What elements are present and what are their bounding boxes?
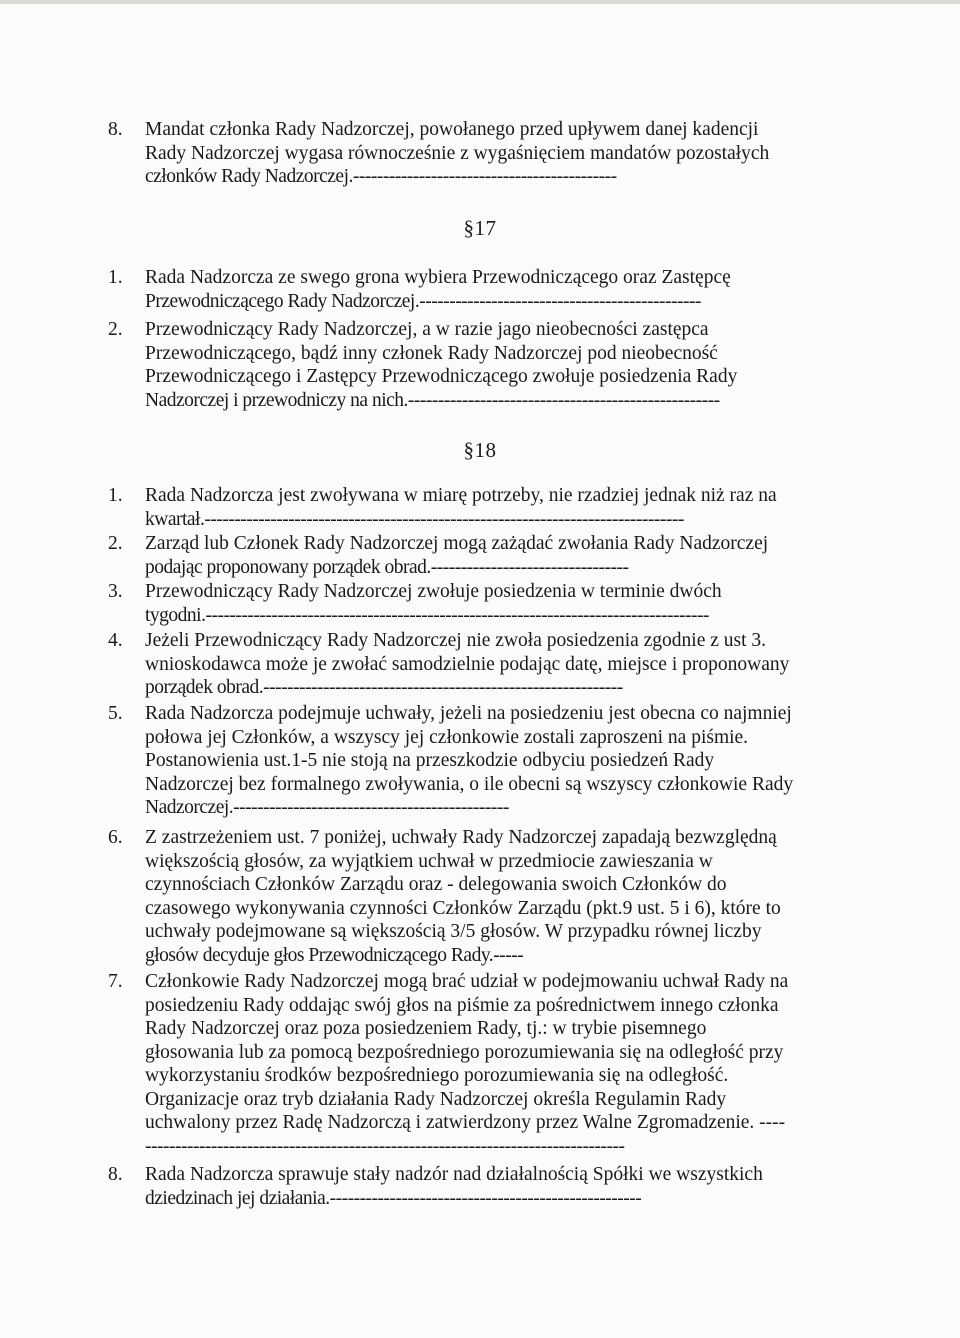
clause-item-18-5	[108, 702, 848, 820]
text-line: połowa jej Członków, a wszyscy jej członkowie zostali zaproszeni na piśmie.	[145, 726, 749, 748]
section-heading-18: §18	[463, 438, 497, 462]
item-text	[145, 484, 848, 531]
item-number: 7.	[108, 971, 123, 992]
text-line: Z zastrzeżeniem ust. 7 poniżej, uchwały Rady Nadzorczej zapadają bezwzględną	[145, 827, 777, 848]
item-text	[145, 532, 848, 579]
text-line: Przewodniczący Rady Nadzorczej, a w razie jago nieobecności zastępca	[145, 319, 709, 340]
clause-item-18-1	[108, 484, 848, 531]
text-line: uchwalony przez Radę Nadzorczą i zatwierdzony przez Walne Zgromadzenie. ----	[145, 1112, 786, 1133]
item-text	[145, 1163, 848, 1210]
item-number: 1.	[108, 485, 123, 506]
text-line: Rady Nadzorczej wygasa równocześnie z wygaśnięciem mandatów pozostałych	[145, 142, 770, 164]
item-number: 2.	[108, 319, 123, 340]
item-number: 2.	[108, 533, 123, 554]
text-line: Przewodniczącego i Zastępcy Przewodniczącego zwołuje posiedzenia Rady	[145, 366, 738, 387]
item-text	[145, 266, 848, 313]
item-text	[145, 826, 848, 967]
clause-item-17-1	[108, 266, 848, 313]
item-text	[145, 580, 848, 627]
text-line: Przewodniczącego Rady Nadzorczej.-----------------------------------------------	[145, 290, 701, 312]
item-text	[145, 118, 848, 189]
text-line: Rada Nadzorcza ze swego grona wybiera Przewodniczącego oraz Zastępcę	[145, 267, 731, 288]
clause-item-18-4	[108, 629, 848, 700]
text-line: Przewodniczącego, bądź inny członek Rady Nadzorczej pod nieobecność	[145, 342, 718, 364]
text-line: Postanowienia ust.1-5 nie stoją na przeszkodzie odbyciu posiedzeń Rady	[145, 750, 715, 771]
text-line: Zarząd lub Członek Rady Nadzorczej mogą zażądać zwołania Rady Nadzorczej	[145, 533, 769, 554]
page-top-edge	[0, 0, 960, 4]
text-line: Członkowie Rady Nadzorczej mogą brać udział w podejmowaniu uchwał Rady na	[145, 971, 789, 992]
text-line: członków Rady Nadzorczej.--------------------------------------------	[145, 166, 617, 187]
text-line: --------------------------------------------------------------------------------	[145, 1135, 625, 1157]
item-text	[145, 318, 848, 412]
item-number: 8.	[108, 1164, 123, 1185]
item-number: 4.	[108, 630, 123, 651]
text-line: wykorzystaniu środków bezpośredniego porozumiewania się na odległość.	[145, 1065, 729, 1086]
clause-item-18-3	[108, 580, 848, 627]
text-line: kwartał.--------------------------------------------------------------------------------	[145, 508, 684, 530]
text-line: Organizacje oraz tryb działania Rady Nadzorczej określa Regulamin Rady	[145, 1088, 727, 1110]
text-line: tygodni.------------------------------------------------------------------------------------	[145, 604, 709, 626]
text-line: Przewodniczący Rady Nadzorczej zwołuje posiedzenia w terminie dwóch	[145, 581, 722, 602]
text-line: głosów decyduje głos Przewodniczącego Rady.-----	[145, 944, 524, 966]
text-line: Mandat członka Rady Nadzorczej, powołanego przed upływem danej kadencji	[145, 119, 759, 140]
text-line: Nadzorczej bez formalnego zwoływania, o ile obecni są wszyscy członkowie Rady	[145, 773, 794, 795]
item-text	[145, 970, 848, 1158]
section-heading-17: §17	[463, 216, 497, 240]
text-line: Nadzorczej.----------------------------------------------	[145, 797, 509, 818]
item-text	[145, 702, 848, 820]
item-text	[145, 629, 848, 700]
item-number: 5.	[108, 703, 123, 724]
clause-item-18-7	[108, 970, 848, 1158]
text-line: Rada Nadzorcza jest zwoływana w miarę potrzeby, nie rzadziej jednak niż raz na	[145, 485, 777, 506]
text-line: posiedzeniu Rady oddając swój głos na piśmie za pośrednictwem innego członka	[145, 994, 779, 1016]
clause-item-18-2	[108, 532, 848, 579]
item-number: 6.	[108, 827, 123, 848]
text-line: uchwały podejmowane są większością 3/5 głosów. W przypadku równej liczby	[145, 921, 762, 942]
clause-item-18-8	[108, 1163, 848, 1210]
text-line: Jeżeli Przewodniczący Rady Nadzorczej nie zwoła posiedzenia zgodnie z ust 3.	[145, 630, 767, 651]
text-line: głosowania lub za pomocą bezpośredniego porozumiewania się na odległość przy	[145, 1041, 784, 1063]
clause-item-17-2	[108, 318, 848, 412]
item-number: 8.	[108, 119, 123, 140]
text-line: wnioskodawca może je zwołać samodzielnie podając datę, miejsce i proponowany	[145, 653, 790, 675]
text-line: Nadzorczej i przewodniczy na nich.----------------------------------------------------	[145, 389, 720, 411]
text-line: czynnościach Członków Zarządu oraz - delegowania swoich Członków do	[145, 874, 727, 895]
item-number: 3.	[108, 581, 123, 602]
text-line: Rada Nadzorcza podejmuje uchwały, jeżeli na posiedzeniu jest obecna co najmniej	[145, 703, 792, 724]
text-line: większością głosów, za wyjątkiem uchwał w przedmiocie zawieszania w	[145, 850, 713, 872]
item-number: 1.	[108, 267, 123, 288]
text-line: podając proponowany porządek obrad.---------------------------------	[145, 556, 629, 578]
text-line: Rada Nadzorcza sprawuje stały nadzór nad działalnością Spółki we wszystkich	[145, 1164, 763, 1185]
text-line: czasowego wykonywania czynności Członków Zarządu (pkt.9 ust. 5 i 6), które to	[145, 897, 781, 919]
text-line: Rady Nadzorczej oraz poza posiedzeniem Rady, tj.: w trybie pisemnego	[145, 1018, 707, 1039]
clause-item-8-prior	[108, 118, 848, 189]
text-line: dziedzinach jej działania.----------------------------------------------------	[145, 1187, 642, 1209]
clause-item-18-6	[108, 826, 848, 967]
text-line: porządek obrad.------------------------------------------------------------	[145, 677, 623, 698]
